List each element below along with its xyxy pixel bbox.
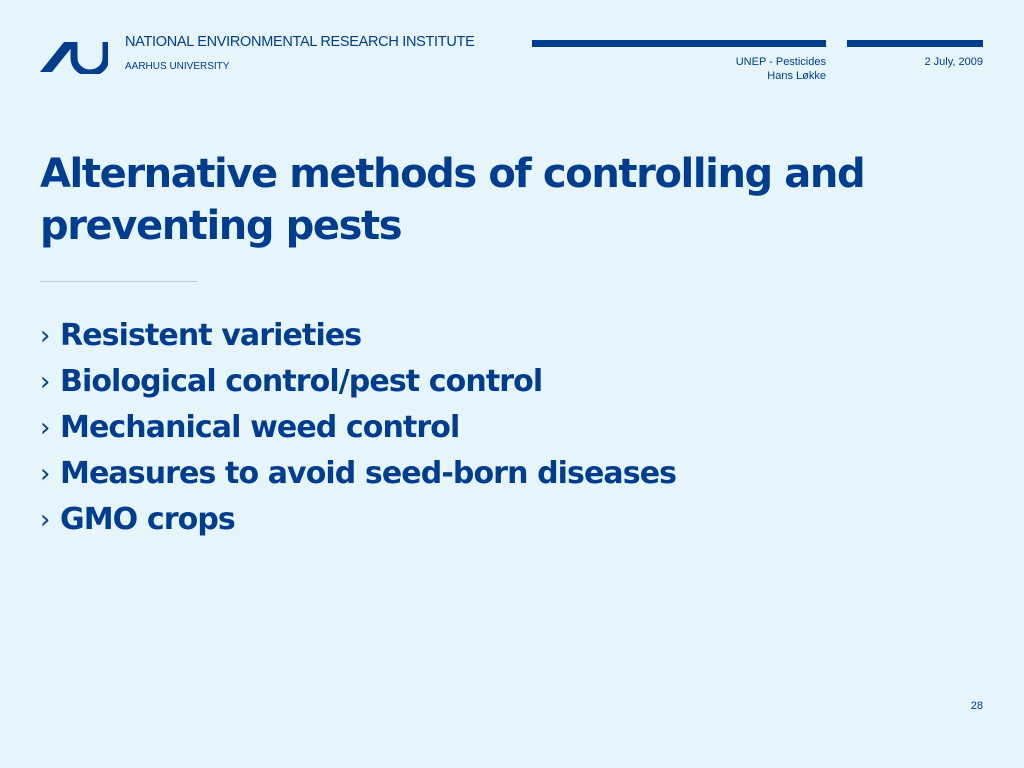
- chevron-right-icon: ›: [40, 321, 51, 351]
- bullet-text: Biological control/pest control: [60, 364, 543, 399]
- university-name: AARHUS UNIVERSITY: [125, 61, 230, 72]
- author-name: Hans Løkke: [767, 70, 826, 82]
- bullet-list: [40, 313, 676, 543]
- bullet-item: [40, 497, 676, 543]
- page-number: 28: [970, 700, 983, 712]
- bullet-item: [40, 405, 676, 451]
- slide-title: Alternative methods of controlling and preventing pests: [40, 151, 865, 249]
- chevron-right-icon: ›: [40, 505, 51, 535]
- chevron-right-icon: ›: [40, 459, 51, 489]
- presentation-meta: [736, 55, 826, 83]
- presentation-date: 2 July, 2009: [924, 56, 983, 68]
- presentation-title: UNEP - Pesticides: [735, 56, 826, 68]
- header-bar-right: [847, 40, 983, 47]
- institute-name: NATIONAL ENVIRONMENTAL RESEARCH INSTITUTE: [125, 34, 475, 50]
- header-bar-left: [532, 40, 826, 47]
- au-logo-icon: [40, 38, 108, 74]
- bullet-text: Resistent varieties: [60, 318, 362, 353]
- bullet-item: [40, 313, 676, 359]
- bullet-text: Measures to avoid seed-born diseases: [60, 456, 677, 491]
- chevron-right-icon: ›: [40, 413, 51, 443]
- chevron-right-icon: ›: [40, 367, 51, 397]
- bullet-item: [40, 451, 676, 497]
- bullet-text: GMO crops: [60, 502, 235, 537]
- bullet-text: Mechanical weed control: [60, 410, 460, 445]
- title-divider: [40, 281, 197, 282]
- bullet-item: [40, 359, 676, 405]
